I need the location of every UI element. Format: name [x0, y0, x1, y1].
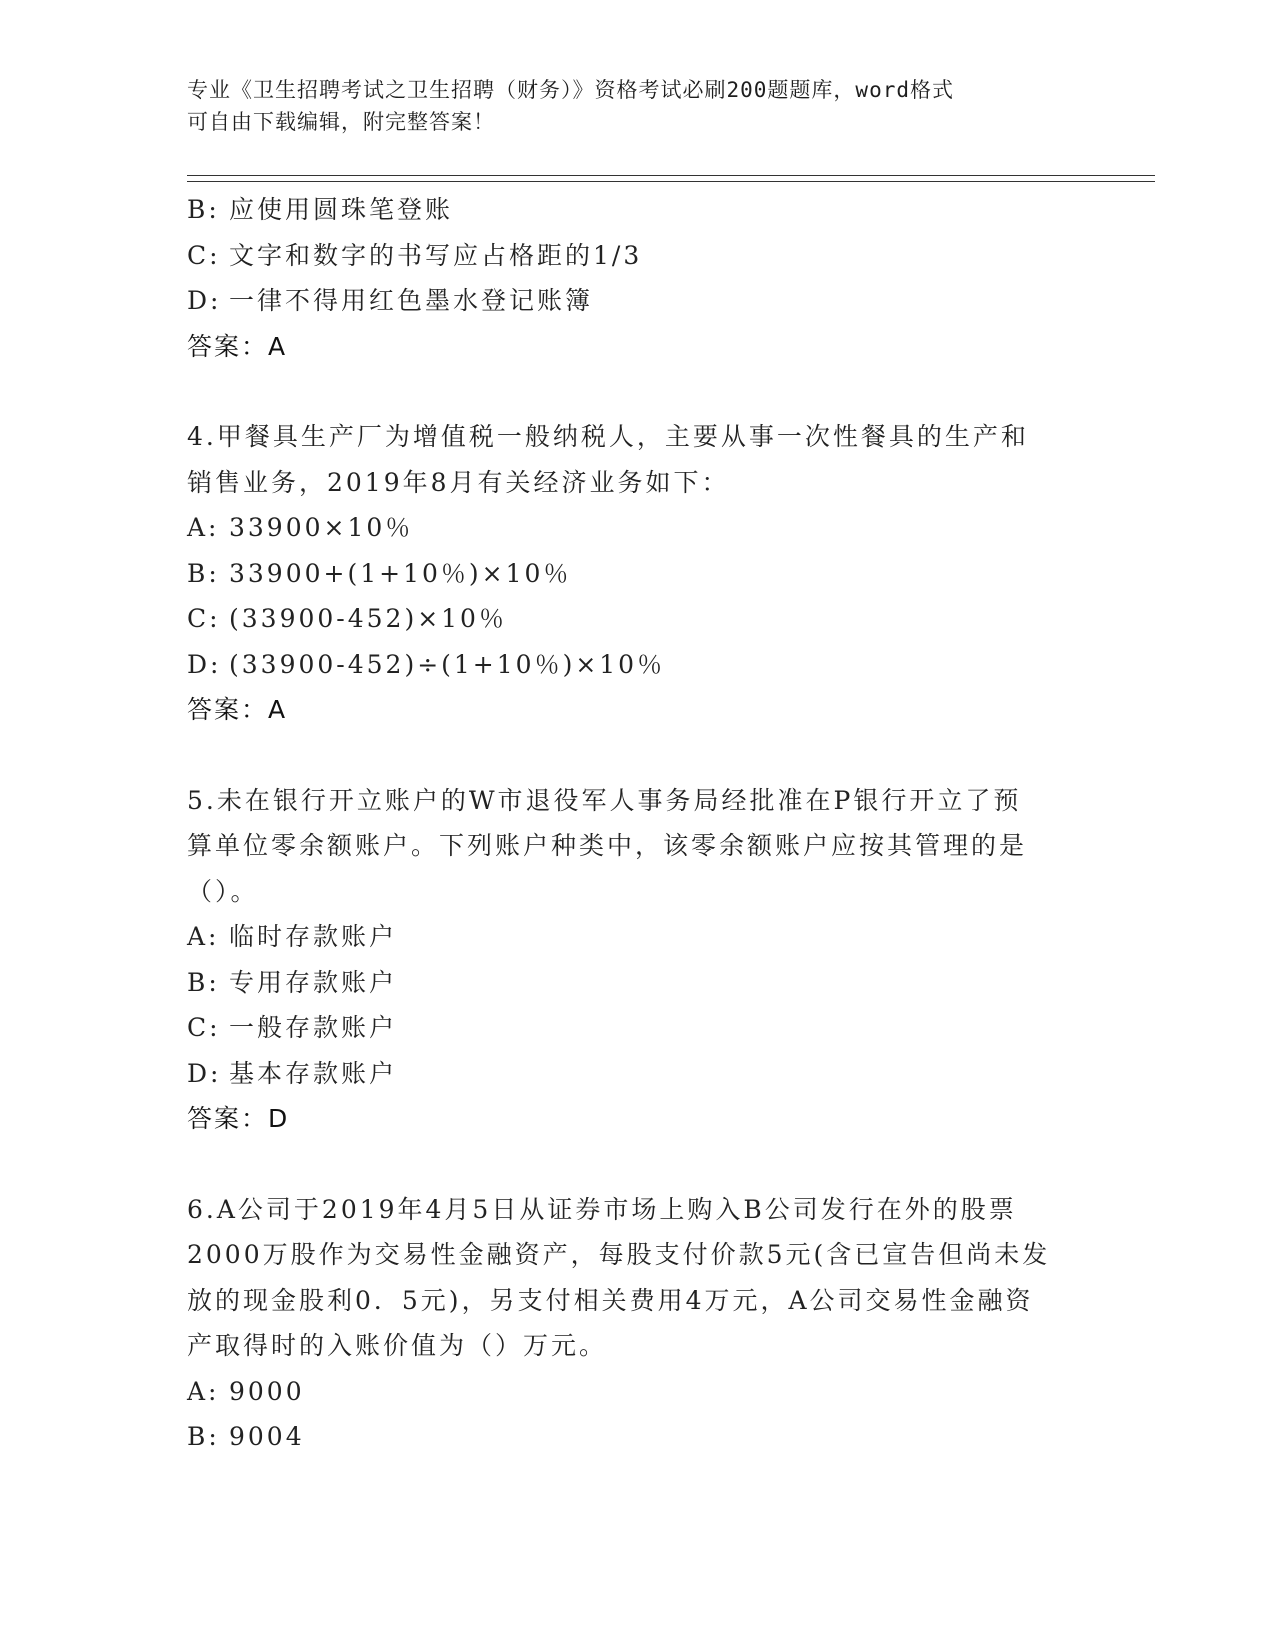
option-text: 9004	[229, 1422, 305, 1451]
option-text: 33900+(1+10％)×10％	[229, 558, 572, 588]
option-b	[187, 187, 1087, 233]
header-line-2: 可自由下载编辑，附完整答案！	[187, 110, 495, 134]
option-label: D:	[187, 649, 222, 679]
option-c	[187, 1005, 1087, 1051]
option-label: D:	[187, 1058, 222, 1088]
answer: 答案：A	[187, 331, 288, 361]
option-label: D:	[187, 286, 222, 315]
option-text: 33900×10％	[229, 513, 414, 542]
question-stem-line: 放的现金股利0．5元)，另支付相关费用4万元，A公司交易性金融资	[187, 1285, 1034, 1315]
option-text: 临时存款账户	[229, 922, 398, 951]
header-rule-bottom	[187, 181, 1155, 182]
spacer	[187, 369, 1087, 414]
question-stem-line: 产取得时的入账价值为（）万元。	[187, 1331, 608, 1360]
option-text: 基本存款账户	[229, 1058, 398, 1088]
option-text: 专用存款账户	[229, 967, 398, 997]
question-4	[187, 414, 1087, 733]
question-stem-line: 5.未在银行开立账户的W市退役军人事务局经批准在P银行开立了预	[187, 785, 1022, 815]
question-stem-line: 销售业务，2019年8月有关经济业务如下：	[187, 467, 730, 497]
option-b	[187, 1414, 1087, 1460]
option-a	[187, 505, 1087, 551]
option-text: (33900-452)×10％	[229, 604, 507, 633]
question-6	[187, 1187, 1087, 1460]
question-stem-line: 4.甲餐具生产厂为增值税一般纳税人，主要从事一次性餐具的生产和	[187, 422, 1029, 451]
option-d	[187, 1051, 1087, 1097]
option-label: B:	[187, 967, 220, 997]
header-line-1: 专业《卫生招聘考试之卫生招聘（财务）》资格考试必刷200题题库，word格式	[187, 78, 954, 102]
document-header	[187, 74, 1087, 138]
option-c	[187, 596, 1087, 642]
question-3	[187, 187, 1087, 369]
option-label: A:	[187, 1376, 220, 1406]
option-text: 一般存款账户	[229, 1013, 398, 1042]
option-label: C:	[187, 1013, 221, 1042]
answer: 答案：A	[187, 695, 288, 724]
option-d	[187, 642, 1087, 688]
option-text: 9000	[229, 1376, 305, 1406]
option-c	[187, 233, 1087, 279]
option-a	[187, 1369, 1087, 1415]
spacer	[187, 1142, 1087, 1187]
option-label: A:	[187, 513, 220, 542]
option-label: C:	[187, 604, 221, 633]
header-rule-top	[187, 175, 1155, 176]
option-text: 应使用圆珠笔登账	[229, 195, 454, 224]
spacer	[187, 733, 1087, 778]
option-a	[187, 914, 1087, 960]
question-stem-line: 6.A公司于2019年4月5日从证券市场上购入B公司发行在外的股票	[187, 1194, 1017, 1224]
option-b	[187, 551, 1087, 597]
option-text: 文字和数字的书写应占格距的1/3	[229, 240, 643, 270]
option-label: C:	[187, 240, 221, 270]
question-list	[187, 187, 1087, 1460]
answer: 答案：D	[187, 1104, 290, 1133]
question-stem-line: 算单位零余额账户。下列账户种类中，该零余额账户应按其管理的是	[187, 831, 1028, 860]
question-5	[187, 778, 1087, 1142]
question-stem-line: （）。	[187, 876, 259, 906]
question-stem-line: 2000万股作为交易性金融资产，每股支付价款5元(含已宣告但尚未发	[187, 1240, 1051, 1269]
option-text: 一律不得用红色墨水登记账簿	[229, 286, 594, 315]
option-label: B:	[187, 195, 220, 224]
option-b	[187, 960, 1087, 1006]
option-label: B:	[187, 1422, 220, 1451]
option-label: A:	[187, 922, 220, 951]
option-label: B:	[187, 558, 220, 588]
option-d	[187, 278, 1087, 324]
option-text: (33900-452)÷(1+10％)×10％	[229, 649, 666, 679]
